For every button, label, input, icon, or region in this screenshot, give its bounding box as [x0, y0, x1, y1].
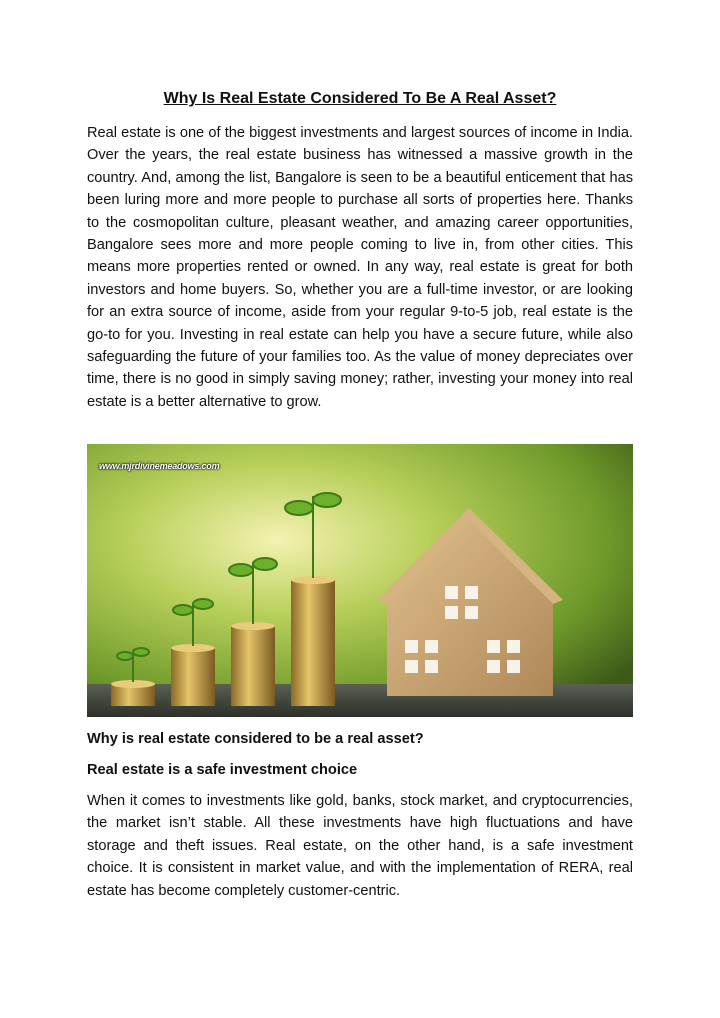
body-paragraph: When it comes to investments like gold, banks, stock market, and cryptocurrencies, the market isn’t stable. All these investments have high fluctuations and have storage and theft issues. Real estate, on the other hand, is a safe investment choice. It is consistent in market value, and with the implementation of RERA, real estate has become completely customer-centric. — [87, 793, 633, 899]
subsection-heading: Real estate is a safe investment choice — [87, 762, 358, 778]
intro-paragraph: Real estate is one of the biggest investments and largest sources of income in India. Over the years, the real estate business has witnessed a massive growth in the country. And, among the list, Bangalore is seen to be a beautiful enticement that has been luring more and more people to purchase all sorts of properties here. Thanks to the cosmopolitan culture, pleasant weather, and amazing career opportunities, Bangalore sees more and more people coming to live in, from other cities. This means more properties rented or owned. In any way, real estate is great for both investors and home buyers. So, whether you are a full-time investor, or are looking for an extra source of income, aside from your regular 9-to-5 job, real estate is the go-to for you. Investing in real estate can help you have a secure future, while also safeguarding the future of your families too. As the value of money depreciates over time, there is no good in simply saving money; rather, investing your money into real estate is a better alternative to grow. — [87, 125, 633, 410]
coins-house-illustration — [87, 444, 633, 717]
page-title: Why Is Real Estate Considered To Be A Real Asset? — [163, 90, 557, 107]
image-watermark: www.mjrdivinemeadows.com — [99, 461, 220, 471]
article-image — [87, 444, 633, 717]
section-heading: Why is real estate considered to be a real asset? — [87, 731, 424, 747]
